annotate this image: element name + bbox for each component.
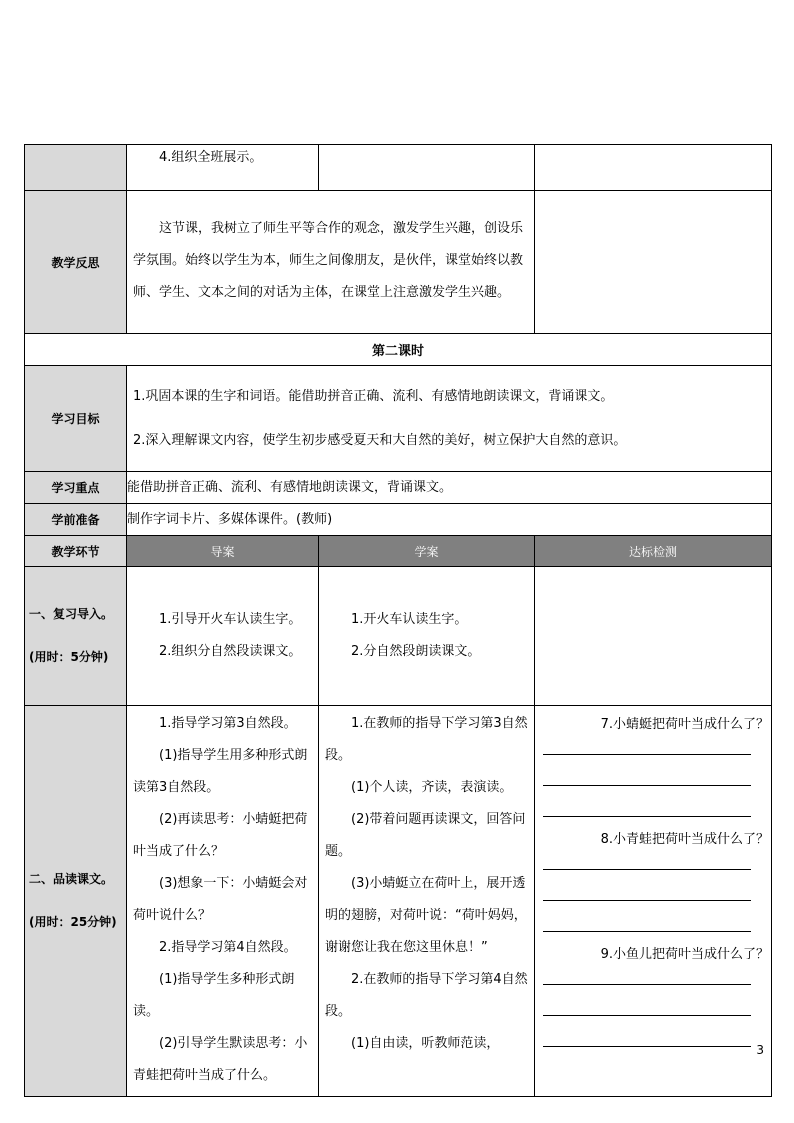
stage2-study-item: (1)自由读，听教师范读， <box>351 1036 500 1051</box>
reflection-text: 这节课，我树立了师生平等合作的观念，激发学生兴趣，创设乐学氛围。始终以学生为本，师生之间像朋友，是伙伴，课堂始终以教师、学生、文本之间的对话为主体，在课堂上注意激发学生兴趣。 <box>133 221 524 300</box>
stage2-guide-item: (1)指导学生用多种形式朗读第3自然段。 <box>133 748 308 795</box>
objective-item: 2.深入理解课文内容，使学生初步感受夏天和大自然的美好，树立保护大自然的意识。 <box>133 433 627 448</box>
header-guide: 导案 <box>127 536 319 567</box>
table-row <box>25 145 772 191</box>
answer-line <box>543 900 751 901</box>
study-cell-empty <box>319 145 535 191</box>
stage2-check-cell <box>535 706 772 1097</box>
reflection-empty <box>535 191 772 334</box>
prep-text: 制作字词卡片、多媒体课件。(教师) <box>127 504 772 536</box>
stage2-guide-item: 2.指导学习第4自然段。 <box>159 940 297 955</box>
answer-line <box>543 816 751 817</box>
stage2-guide-item: (1)指导学生多种形式朗读。 <box>133 972 295 1019</box>
stage-cell-empty <box>25 145 127 191</box>
stage1-study-item: 1.开火车认读生字。 <box>351 612 468 627</box>
header-study: 学案 <box>319 536 535 567</box>
answer-line <box>543 869 751 870</box>
header-check: 达标检测 <box>535 536 772 567</box>
stage2-guide-item: 1.指导学习第3自然段。 <box>159 716 297 731</box>
stage1-time: (用时：5分钟) <box>29 650 109 664</box>
lesson-plan-table <box>24 144 772 1097</box>
table-row <box>25 567 772 706</box>
check-question: 9.小鱼儿把荷叶当成什么了？ <box>600 947 769 962</box>
objective-item: 1.巩固本课的生字和词语。能借助拼音正确、流利、有感情地朗读课文，背诵课文。 <box>133 389 614 404</box>
stage1-guide-item: 2.组织分自然段读课文。 <box>159 644 302 659</box>
check-cell-empty <box>535 145 772 191</box>
guide-cell <box>127 145 319 191</box>
focus-text: 能借助拼音正确、流利、有感情地朗读课文，背诵课文。 <box>127 472 772 504</box>
objectives-label: 学习目标 <box>25 366 127 472</box>
answer-line <box>543 1015 751 1016</box>
reflection-label: 教学反思 <box>25 191 127 334</box>
section-title: 第二课时 <box>25 334 772 366</box>
stage2-guide-cell <box>127 706 319 1097</box>
check-question: 7.小蜻蜓把荷叶当成什么了？ <box>600 717 769 732</box>
stage1-name: 一、复习导入。 <box>29 607 114 621</box>
stage2-time: (用时：25分钟) <box>29 915 117 929</box>
stage2-guide-item: (2)再读思考：小蜻蜓把荷叶当成了什么？ <box>133 812 308 859</box>
answer-line <box>543 1046 751 1047</box>
stage2-name: 二、品读课文。 <box>29 872 114 886</box>
stage1-check-cell <box>535 567 772 706</box>
stage2-study-item: (3)小蜻蜓立在荷叶上，展开透明的翅膀，对荷叶说：“荷叶妈妈，谢谢您让我在您这里休息！” <box>325 876 527 955</box>
table-row <box>25 191 772 334</box>
table-row <box>25 504 772 536</box>
stage2-study-item: (1)个人读，齐读，表演读。 <box>351 780 513 795</box>
answer-line <box>543 931 751 932</box>
stage2-guide-item: (2)引导学生默读思考：小青蛙把荷叶当成了什么。 <box>133 1036 308 1083</box>
answer-line <box>543 785 751 786</box>
stage2-study-item: 1.在教师的指导下学习第3自然段。 <box>325 716 528 763</box>
objectives-cell <box>127 366 772 472</box>
stage1-guide-item: 1.引导开火车认读生字。 <box>159 612 302 627</box>
answer-line <box>543 984 751 985</box>
stage1-study-item: 2.分自然段朗读课文。 <box>351 644 481 659</box>
check-question: 8.小青蛙把荷叶当成什么了？ <box>600 832 769 847</box>
focus-label: 学习重点 <box>25 472 127 504</box>
stage2-guide-item: (3)想象一下：小蜻蜓会对荷叶说什么？ <box>133 876 308 923</box>
stage1-study-cell <box>319 567 535 706</box>
table-row <box>25 706 772 1097</box>
answer-line <box>543 754 751 755</box>
table-row <box>25 472 772 504</box>
stage1-label <box>25 567 127 706</box>
guide-text: 4.组织全班展示。 <box>159 150 263 165</box>
stage2-study-cell <box>319 706 535 1097</box>
stage2-label <box>25 706 127 1097</box>
page-number: 3 <box>756 1043 764 1057</box>
table-row <box>25 334 772 366</box>
table-row <box>25 366 772 472</box>
header-stage: 教学环节 <box>25 536 127 567</box>
reflection-cell <box>127 191 535 334</box>
stage2-study-item: (2)带着问题再读课文，回答问题。 <box>325 812 526 859</box>
table-header-row <box>25 536 772 567</box>
prep-label: 学前准备 <box>25 504 127 536</box>
stage2-study-item: 2.在教师的指导下学习第4自然段。 <box>325 972 528 1019</box>
stage1-guide-cell <box>127 567 319 706</box>
